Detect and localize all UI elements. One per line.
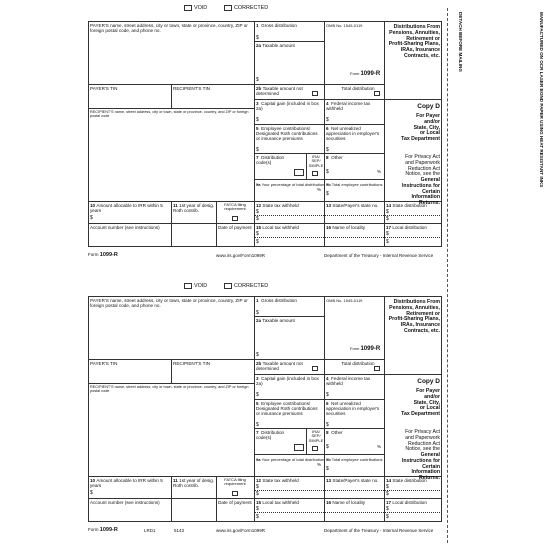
- box5-label: Employee contributions/ Designated Roth contributions or insurance premiums: [256, 126, 318, 141]
- for-line: State, City,: [413, 124, 440, 131]
- general-line: Returns.: [418, 475, 440, 482]
- footer-form-name: 1099-R: [99, 527, 118, 533]
- footer-dept: Department of the Treasury - Internal Revenue Service: [324, 528, 434, 533]
- privacy-line: Notice, see the: [405, 171, 440, 178]
- total-distribution-checkbox[interactable]: [374, 366, 380, 371]
- general-line: Returns.: [418, 200, 440, 207]
- title-line: Contracts, etc.: [403, 327, 440, 334]
- corrected-checkbox[interactable]: [224, 283, 232, 289]
- box15-label: Local tax withheld: [262, 225, 299, 230]
- for-line: or Local: [419, 130, 440, 137]
- general-line: General: [420, 177, 440, 183]
- privacy-line: and Paperwork: [405, 159, 440, 166]
- box2b-checkbox[interactable]: [312, 366, 318, 371]
- general-line: Instructions for: [401, 457, 440, 464]
- privacy-line: Notice, see the: [405, 446, 440, 453]
- for-line: Tax Department: [401, 411, 440, 418]
- title-line: Profit-Sharing Plans,: [388, 316, 440, 323]
- title-line: Retirement or: [406, 310, 440, 317]
- ira-sep-label: IRA/ SEP/ SIMPLE: [308, 429, 324, 443]
- box2b-label: Taxable amount not determined: [256, 86, 303, 96]
- box2b-checkbox[interactable]: [312, 91, 318, 96]
- box1-label: Gross distribution: [261, 23, 297, 28]
- privacy-line: Reduction Act: [407, 165, 440, 172]
- box11-label: 1st year of desig. Roth contrib.: [173, 478, 215, 488]
- box14-label: State distribution: [392, 478, 427, 483]
- manufacturer-notice: MANUFACTURED ON OCR LASER BOND PAPER USING HEAT RESISTANT INKS: [539, 12, 544, 188]
- title-line: Profit-Sharing Plans,: [388, 41, 440, 48]
- box7-label: Distribution code(s): [256, 430, 285, 440]
- title-line: Distributions From: [393, 299, 440, 305]
- payer-tin-label: PAYER'S TIN: [90, 86, 118, 91]
- box9b-label: Total employee contributions: [331, 457, 383, 462]
- for-line: For Payer: [416, 388, 440, 394]
- box4-label: Federal income tax withheld: [326, 101, 371, 111]
- omb-number: OMB No. 1545-0119: [326, 23, 363, 28]
- for-line: Tax Department: [401, 136, 440, 143]
- title-line: Pensions, Annuities,: [389, 304, 440, 311]
- payer-tin-label: PAYER'S TIN: [90, 361, 118, 366]
- footer-url: www.irs.gov/Form1099R: [216, 253, 266, 258]
- box9a-percent: %: [317, 462, 322, 467]
- title-line: IRAs, Insurance: [400, 47, 440, 54]
- perforation-line: [447, 8, 448, 543]
- box2a-label: Taxable amount: [262, 43, 295, 48]
- box5-label: Employee contributions/ Designated Roth contributions or insurance premiums: [256, 401, 318, 416]
- general-line: Information: [411, 469, 440, 476]
- box16-label: Name of locality: [332, 500, 366, 505]
- fatca-label: FATCA filing requirement: [224, 477, 246, 487]
- omb-number: OMB No. 1545-0119: [326, 298, 363, 303]
- footer-dept: Department of the Treasury - Internal Revenue Service: [324, 253, 434, 258]
- box3-label: Capital gain (included in box 2a): [256, 376, 319, 386]
- general-line: General: [420, 452, 440, 458]
- privacy-line: For Privacy Act: [405, 429, 440, 435]
- box7-label: Distribution code(s): [256, 155, 285, 165]
- corrected-label: CORRECTED: [234, 283, 269, 289]
- footer-url: www.irs.gov/Form1099R: [216, 528, 266, 533]
- general-line: Certain: [422, 188, 440, 195]
- box13-label: State/Payer's state no.: [332, 478, 379, 483]
- box15-label: Local tax withheld: [262, 500, 299, 505]
- box4-label: Federal income tax withheld: [326, 376, 371, 386]
- box9a-percent: %: [317, 187, 322, 192]
- title-line: Pensions, Annuities,: [389, 29, 440, 36]
- payer-info-label: PAYER'S name, street address, city or town, state or province, country, ZIP or foreign postal code, and phone no.: [90, 298, 248, 308]
- box10-label: Amount allocable to IRR within 5 years: [90, 478, 163, 488]
- general-line: Instructions for: [401, 182, 440, 189]
- footer-form-prefix: Form: [88, 527, 99, 532]
- footer-code-lrd: LRD1: [144, 528, 156, 533]
- box12-label: State tax withheld: [262, 478, 299, 483]
- fatca-label: FATCA filing requirement: [224, 202, 246, 212]
- box1-label: Gross distribution: [261, 298, 297, 303]
- for-line: and/or: [424, 118, 440, 125]
- date-payment-label: Date of payment: [218, 225, 252, 230]
- privacy-line: Reduction Act: [407, 440, 440, 447]
- void-checkbox[interactable]: [184, 283, 192, 289]
- general-line: Certain: [422, 463, 440, 470]
- privacy-line: For Privacy Act: [405, 154, 440, 160]
- box8-percent: %: [377, 169, 382, 174]
- for-line: For Payer: [416, 113, 440, 119]
- footer-form-prefix: Form: [88, 252, 99, 257]
- box8-label: Other: [331, 430, 343, 435]
- general-line: Information: [411, 194, 440, 201]
- box9a-label: Your percentage of total distribution: [261, 182, 325, 187]
- for-line: or Local: [419, 405, 440, 412]
- title-line: Contracts, etc.: [403, 52, 440, 59]
- recipient-tin-label: RECIPIENT'S TIN: [173, 86, 211, 91]
- box2a-label: Taxable amount: [262, 318, 295, 323]
- ira-sep-checkbox[interactable]: [312, 171, 318, 176]
- recipient-name-label: RECIPIENT'S name, street address, city or town, state or province, country, and ZIP or foreign postal code: [90, 385, 249, 394]
- form-prefix: Form: [350, 71, 360, 76]
- footer-code-num: 5143: [174, 528, 185, 533]
- total-distribution-label: Total distribution: [341, 86, 375, 91]
- recipient-name-label: RECIPIENT'S name, street address, city or town, state or province, country, and ZIP or foreign postal code: [90, 110, 249, 119]
- box13-label: State/Payer's state no.: [332, 203, 379, 208]
- for-line: State, City,: [413, 399, 440, 406]
- date-payment-label: Date of payment: [218, 500, 252, 505]
- form-1099r-lower: VOID CORRECTED PAYER'S name, street address, city or town, state or province, country, ZIP or foreign postal code, and phone no. PAYER'S TIN RECIPIENT'S TIN RECIPIENT'S name, street address, city or town, state or province, country, and ZIP or foreign postal code 1 Gross distribution $ 2a Taxable amount $ 2b Taxable amount not determined Total distribution 3 Capital gain (included in box 2a) $ 4 Federal income tax withheld $ 5 Employee contributions/ Designated Roth contributions or insurance premiums $ 6 Net unrealized appreciation in employer's securities $ 7 Distribution code(s) IRA/ SEP/ SIMPLE 8 Other $ % 9a Your percentage of total distribution % 9b Total employee contributions $ OMB No. 1545-0119 Form 1099-R Distributions From Pensions, Annuities, Retirement or Profit-Sharing Plans, IRAs, Insurance Contracts, etc. Copy D For Payer and/or State, City, or Local Tax Department For Privacy Act and Paperwork Reduction Act Notice, see the General Instructions for Certain Information Returns. 10 Amount allocable to IRR within 5 years $ 11 1st year of desig. Roth contrib. FATCA filing requirement Account number (see instructions) Date of payment 12 State tax withheld $ $ 13 State/Payer's state no. 14 State distribution $ $ 15 Local tax withheld $ $ 16 Name of locality 17 Local distribution $ $ Form 1099-R LRD1 5143 www.irs.gov/Form1099R Department of the Treasury - Internal Revenue Service: [88, 283, 440, 533]
- box11-label: 1st year of desig. Roth contrib.: [173, 203, 215, 213]
- distribution-code-field[interactable]: [294, 444, 304, 451]
- form-1099r-upper: VOID CORRECTED PAYER'S name, street address, city or town, state or province, country, ZIP or foreign postal code, and phone no. PAYER'S TIN RECIPIENT'S TIN RECIPIENT'S name, street address, city or town, state or province, country, and ZIP or foreign postal code 1 Gross distribution $ 2a Taxable amount $ 2b Taxable amount not determined Total distribution 3 Capital gain (included in box 2a) $ 4 Federal income tax withheld $ 5 Employee contributions/ Designated Roth contributions or insurance premiums $ 6 Net unrealized appreciation in employer's securities $ 7 Distribution code(s) IRA/ SEP/ SIMPLE 8 Other $ % 9a Your percentage of total distribution % 9b Total employee contributions $ OMB No. 1545-0119 Form 1099-R Distributions From Pensions, Annuities, Retirement or Profit-Sharing Plans, IRAs, Insurance Contracts, etc. Copy D For Payer and/or State, City, or Local Tax Department For Privacy Act and Paperwork Reduction Act Notice, see the General Instructions for Certain Information Returns. 10 Amount allocable to IRR within 5 years $ 11 1st year of desig. Roth contrib. FATCA filing requirement Account number (see instructions) Date of payment 12 State tax withheld $ $ 13 State/Payer's state no. 14 State distribution $ $ 15 Local tax withheld $ $ 16 Name of locality 17 Local distribution $ $ Form 1099-R www.irs.gov/Form1099R Department of the Treasury - Internal Revenue Service: [88, 5, 440, 258]
- box2b-label: Taxable amount not determined: [256, 361, 303, 371]
- total-distribution-label: Total distribution: [341, 361, 375, 366]
- title-line: Retirement or: [406, 35, 440, 42]
- distribution-code-field[interactable]: [294, 169, 304, 176]
- footer-form-name: 1099-R: [99, 252, 118, 258]
- box9a-label: Your percentage of total distribution: [261, 457, 325, 462]
- box17-label: Local distribution: [392, 225, 427, 230]
- void-label: VOID: [194, 283, 208, 289]
- box9b-label: Total employee contributions: [331, 182, 383, 187]
- fatca-checkbox[interactable]: [232, 216, 238, 221]
- box6-label: Net unrealized appreciation in employer's securities: [326, 401, 380, 416]
- privacy-line: and Paperwork: [405, 434, 440, 441]
- corrected-label: CORRECTED: [234, 5, 269, 11]
- payer-info-label: PAYER'S name, street address, city or town, state or province, country, ZIP or foreign postal code, and phone no.: [90, 23, 248, 33]
- title-line: IRAs, Insurance: [400, 322, 440, 329]
- corrected-checkbox[interactable]: [224, 5, 232, 11]
- form-prefix: Form: [350, 346, 360, 351]
- box8-percent: %: [377, 444, 382, 449]
- account-number-label: Account number (see instructions): [90, 500, 160, 505]
- form-name: 1099-R: [360, 346, 381, 352]
- total-distribution-checkbox[interactable]: [374, 91, 380, 96]
- account-number-label: Account number (see instructions): [90, 225, 160, 230]
- box12-label: State tax withheld: [262, 203, 299, 208]
- box17-label: Local distribution: [392, 500, 427, 505]
- ira-sep-label: IRA/ SEP/ SIMPLE: [308, 154, 324, 168]
- copy-label: Copy D: [417, 103, 440, 110]
- void-checkbox[interactable]: [184, 5, 192, 11]
- detach-notice: DETACH BEFORE MAILING: [458, 12, 463, 72]
- form-name: 1099-R: [360, 71, 381, 77]
- box3-label: Capital gain (included in box 2a): [256, 101, 319, 111]
- box16-label: Name of locality: [332, 225, 366, 230]
- title-line: Distributions From: [393, 24, 440, 30]
- box14-label: State distribution: [392, 203, 427, 208]
- ira-sep-checkbox[interactable]: [312, 446, 318, 451]
- copy-label: Copy D: [417, 378, 440, 385]
- box10-label: Amount allocable to IRR within 5 years: [90, 203, 163, 213]
- box8-label: Other: [331, 155, 343, 160]
- recipient-tin-label: RECIPIENT'S TIN: [173, 361, 211, 366]
- box6-label: Net unrealized appreciation in employer's securities: [326, 126, 380, 141]
- void-label: VOID: [194, 5, 208, 11]
- for-line: and/or: [424, 393, 440, 400]
- fatca-checkbox[interactable]: [232, 491, 238, 496]
